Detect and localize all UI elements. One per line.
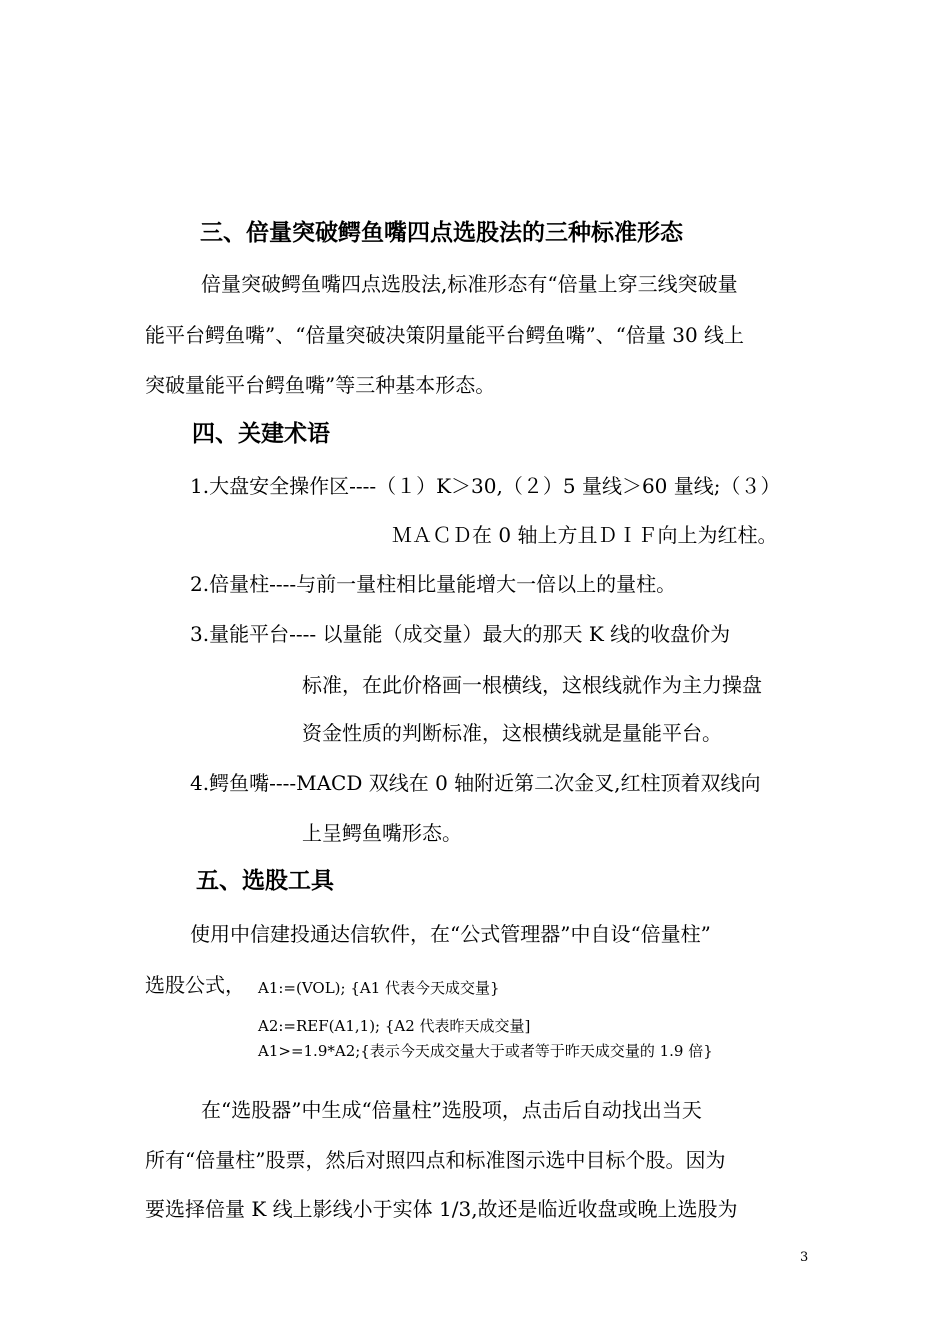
term-4-line-1: 4.鳄鱼嘴----MACD 双线在 0 轴附近第二次金叉,红柱顶着双线向 [190, 771, 761, 795]
section-5-paragraph-line-5: 要选择倍量 K 线上影线小于实体 1/3,故还是临近收盘或晚上选股为 [145, 1197, 738, 1221]
page-number: 3 [800, 1250, 809, 1265]
formula-line-2: A2:=REF(A1,1); {A2 代表昨天成交量] [258, 1017, 531, 1035]
term-3-line-1: 3.量能平台---- 以量能（成交量）最大的那天 K 线的收盘价为 [190, 622, 731, 646]
term-1-line-1: 1.大盘安全操作区----（１）K＞30,（２）5 量线＞60 量线;（３） [190, 474, 781, 498]
term-2: 2.倍量柱----与前一量柱相比量能增大一倍以上的量柱。 [190, 572, 677, 596]
formula-line-1: A1:=(VOL); {A1 代表今天成交量} [258, 979, 500, 997]
section-4-heading: 四、关建术语 [192, 421, 330, 447]
section-3-paragraph-line-2: 能平台鳄鱼嘴”、“倍量突破决策阴量能平台鳄鱼嘴”、“倍量 30 线上 [145, 323, 745, 347]
term-1-line-2: ＭＡＣＤ在 0 轴上方且ＤＩＦ向上为红柱。 [392, 523, 778, 547]
section-5-paragraph-line-1: 使用中信建投通达信软件，在“公式管理器”中自设“倍量柱” [190, 922, 711, 946]
section-5-paragraph-line-4: 所有“倍量柱”股票，然后对照四点和标准图示选中目标个股。因为 [145, 1148, 726, 1172]
section-3-paragraph-line-3: 突破量能平台鳄鱼嘴”等三种基本形态。 [145, 373, 496, 397]
section-3-heading: 三、倍量突破鳄鱼嘴四点选股法的三种标准形态 [200, 220, 683, 246]
section-3-paragraph-line-1: 倍量突破鳄鱼嘴四点选股法,标准形态有“倍量上穿三线突破量 [201, 272, 738, 296]
section-5-heading: 五、选股工具 [196, 868, 334, 894]
section-5-paragraph-line-2: 选股公式， [145, 973, 245, 997]
term-3-line-2: 标准，在此价格画一根横线，这根线就作为主力操盘 [302, 673, 762, 697]
term-4-line-2: 上呈鳄鱼嘴形态。 [302, 821, 462, 845]
term-3-line-3: 资金性质的判断标准，这根横线就是量能平台。 [302, 721, 722, 745]
formula-line-3: A1>=1.9*A2;{表示今天成交量大于或者等于昨天成交量的 1.9 倍} [258, 1042, 713, 1060]
section-5-paragraph-line-3: 在“选股器”中生成“倍量柱”选股项，点击后自动找出当天 [201, 1098, 702, 1122]
